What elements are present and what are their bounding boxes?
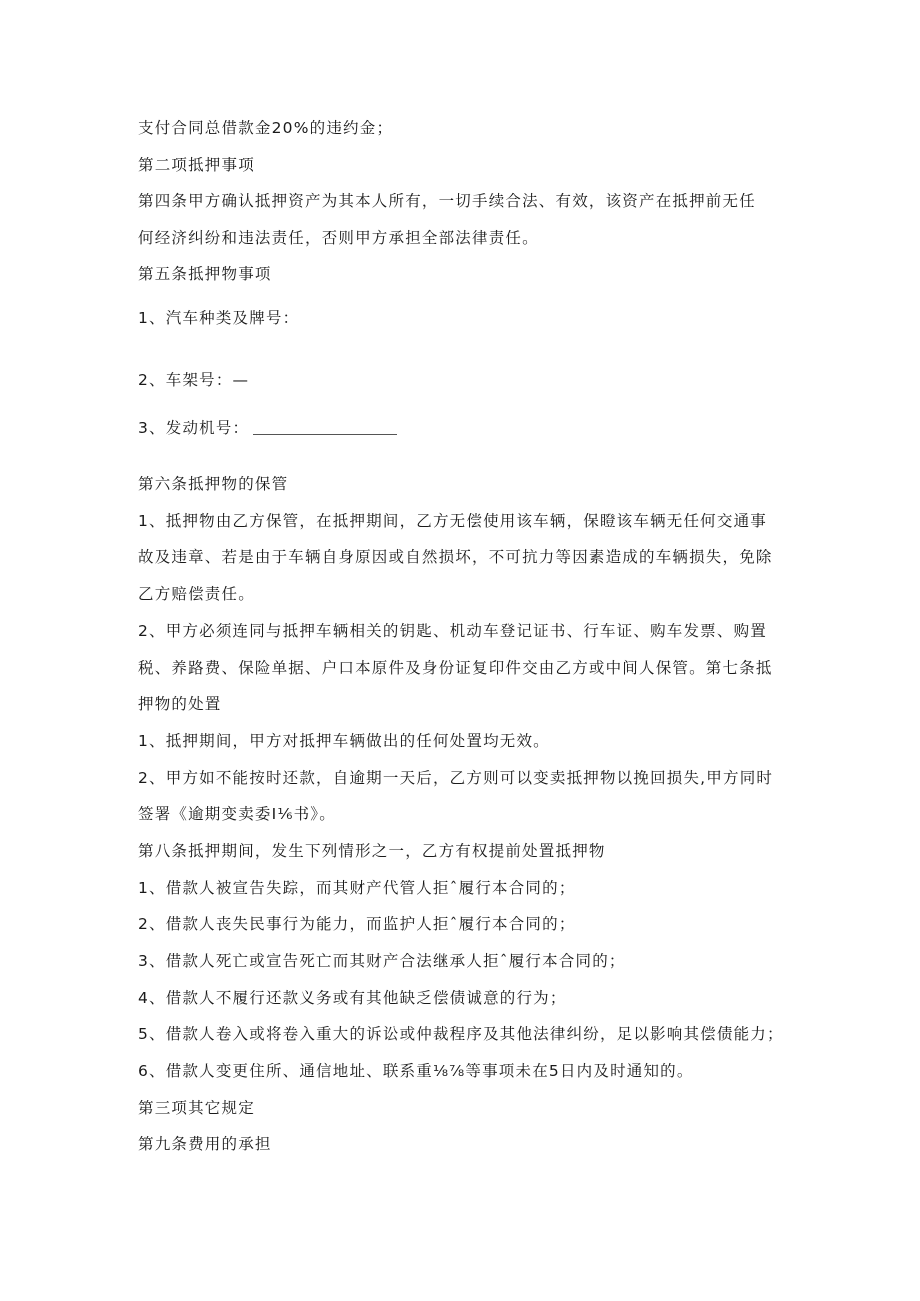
paragraph-line: 2、甲方必须连同与抵押车辆相关的钥匙、机动车登记证书、行车证、购车发票、购置 — [138, 622, 767, 640]
section-heading: 第三项其它规定 — [138, 1099, 255, 1117]
list-item: 2、车架号：— — [138, 371, 250, 389]
article-heading: 第八条抵押期间，发生下列情形之一，乙方有权提前处置抵押物 — [138, 842, 606, 860]
paragraph-line: 何经济纠纷和违法责任，否则甲方承担全部法律责任。 — [138, 229, 539, 247]
paragraph-line: 故及违章、若是由于车辆自身原因或自然损坏，不可抗力等因素造成的车辆损失，免除 — [138, 548, 773, 566]
list-item-label: 3、发动机号： — [138, 419, 250, 437]
paragraph-line: 乙方赔偿责任。 — [138, 585, 255, 603]
section-heading: 第二项抵押事项 — [138, 156, 255, 174]
paragraph-line: 2、甲方如不能按时还款，自逾期一天后，乙方则可以变卖抵押物以挽回损失,甲方同时 — [138, 769, 774, 787]
paragraph-line: 签署《逾期变卖委I⅙书》。 — [138, 805, 336, 823]
paragraph-line: 第四条甲方确认抵押资产为其本人所有，一切手续合法、有效，该资产在抵押前无任 — [138, 192, 756, 210]
list-item: 3、借款人死亡或宣告死亡而其财产合法继承人拒ˆ履行本合同的； — [138, 952, 626, 970]
blank-underline — [253, 433, 397, 435]
list-item: 2、借款人丧失民事行为能力，而监护人拒ˆ履行本合同的； — [138, 915, 576, 933]
article-heading: 第五条抵押物事项 — [138, 265, 272, 283]
paragraph-line: 押物的处置 — [138, 695, 222, 713]
list-item: 4、借款人不履行还款义务或有其他缺乏偿债诚意的行为； — [138, 989, 567, 1007]
article-heading: 第六条抵押物的保管 — [138, 475, 289, 493]
paragraph-line: 1、抵押期间，甲方对抵押车辆做出的任何处置均无效。 — [138, 732, 550, 750]
paragraph-line: 支付合同总借款金20%的违约金； — [138, 119, 394, 137]
list-item: 5、借款人卷入或将卷入重大的诉讼或仲裁程序及其他法律纠纷，足以影响其偿债能力； — [138, 1025, 784, 1043]
article-heading: 第九条费用的承担 — [138, 1135, 272, 1153]
list-item: 1、借款人被宣告失踪，而其财产代管人拒ˆ履行本合同的； — [138, 879, 576, 897]
paragraph-line: 税、养路费、保险单据、户口本原件及身份证复印件交由乙方或中间人保管。第七条抵 — [138, 659, 773, 677]
list-item: 6、借款人变更住所、通信地址、联系重⅛⅞等事项未在5日内及时通知的。 — [138, 1062, 694, 1080]
list-item — [138, 418, 397, 438]
list-item: 1、汽车种类及牌号： — [138, 309, 300, 327]
paragraph-line: 1、抵押物由乙方保管，在抵押期间，乙方无偿使用该车辆，保瞪该车辆无任何交通事 — [138, 512, 767, 530]
